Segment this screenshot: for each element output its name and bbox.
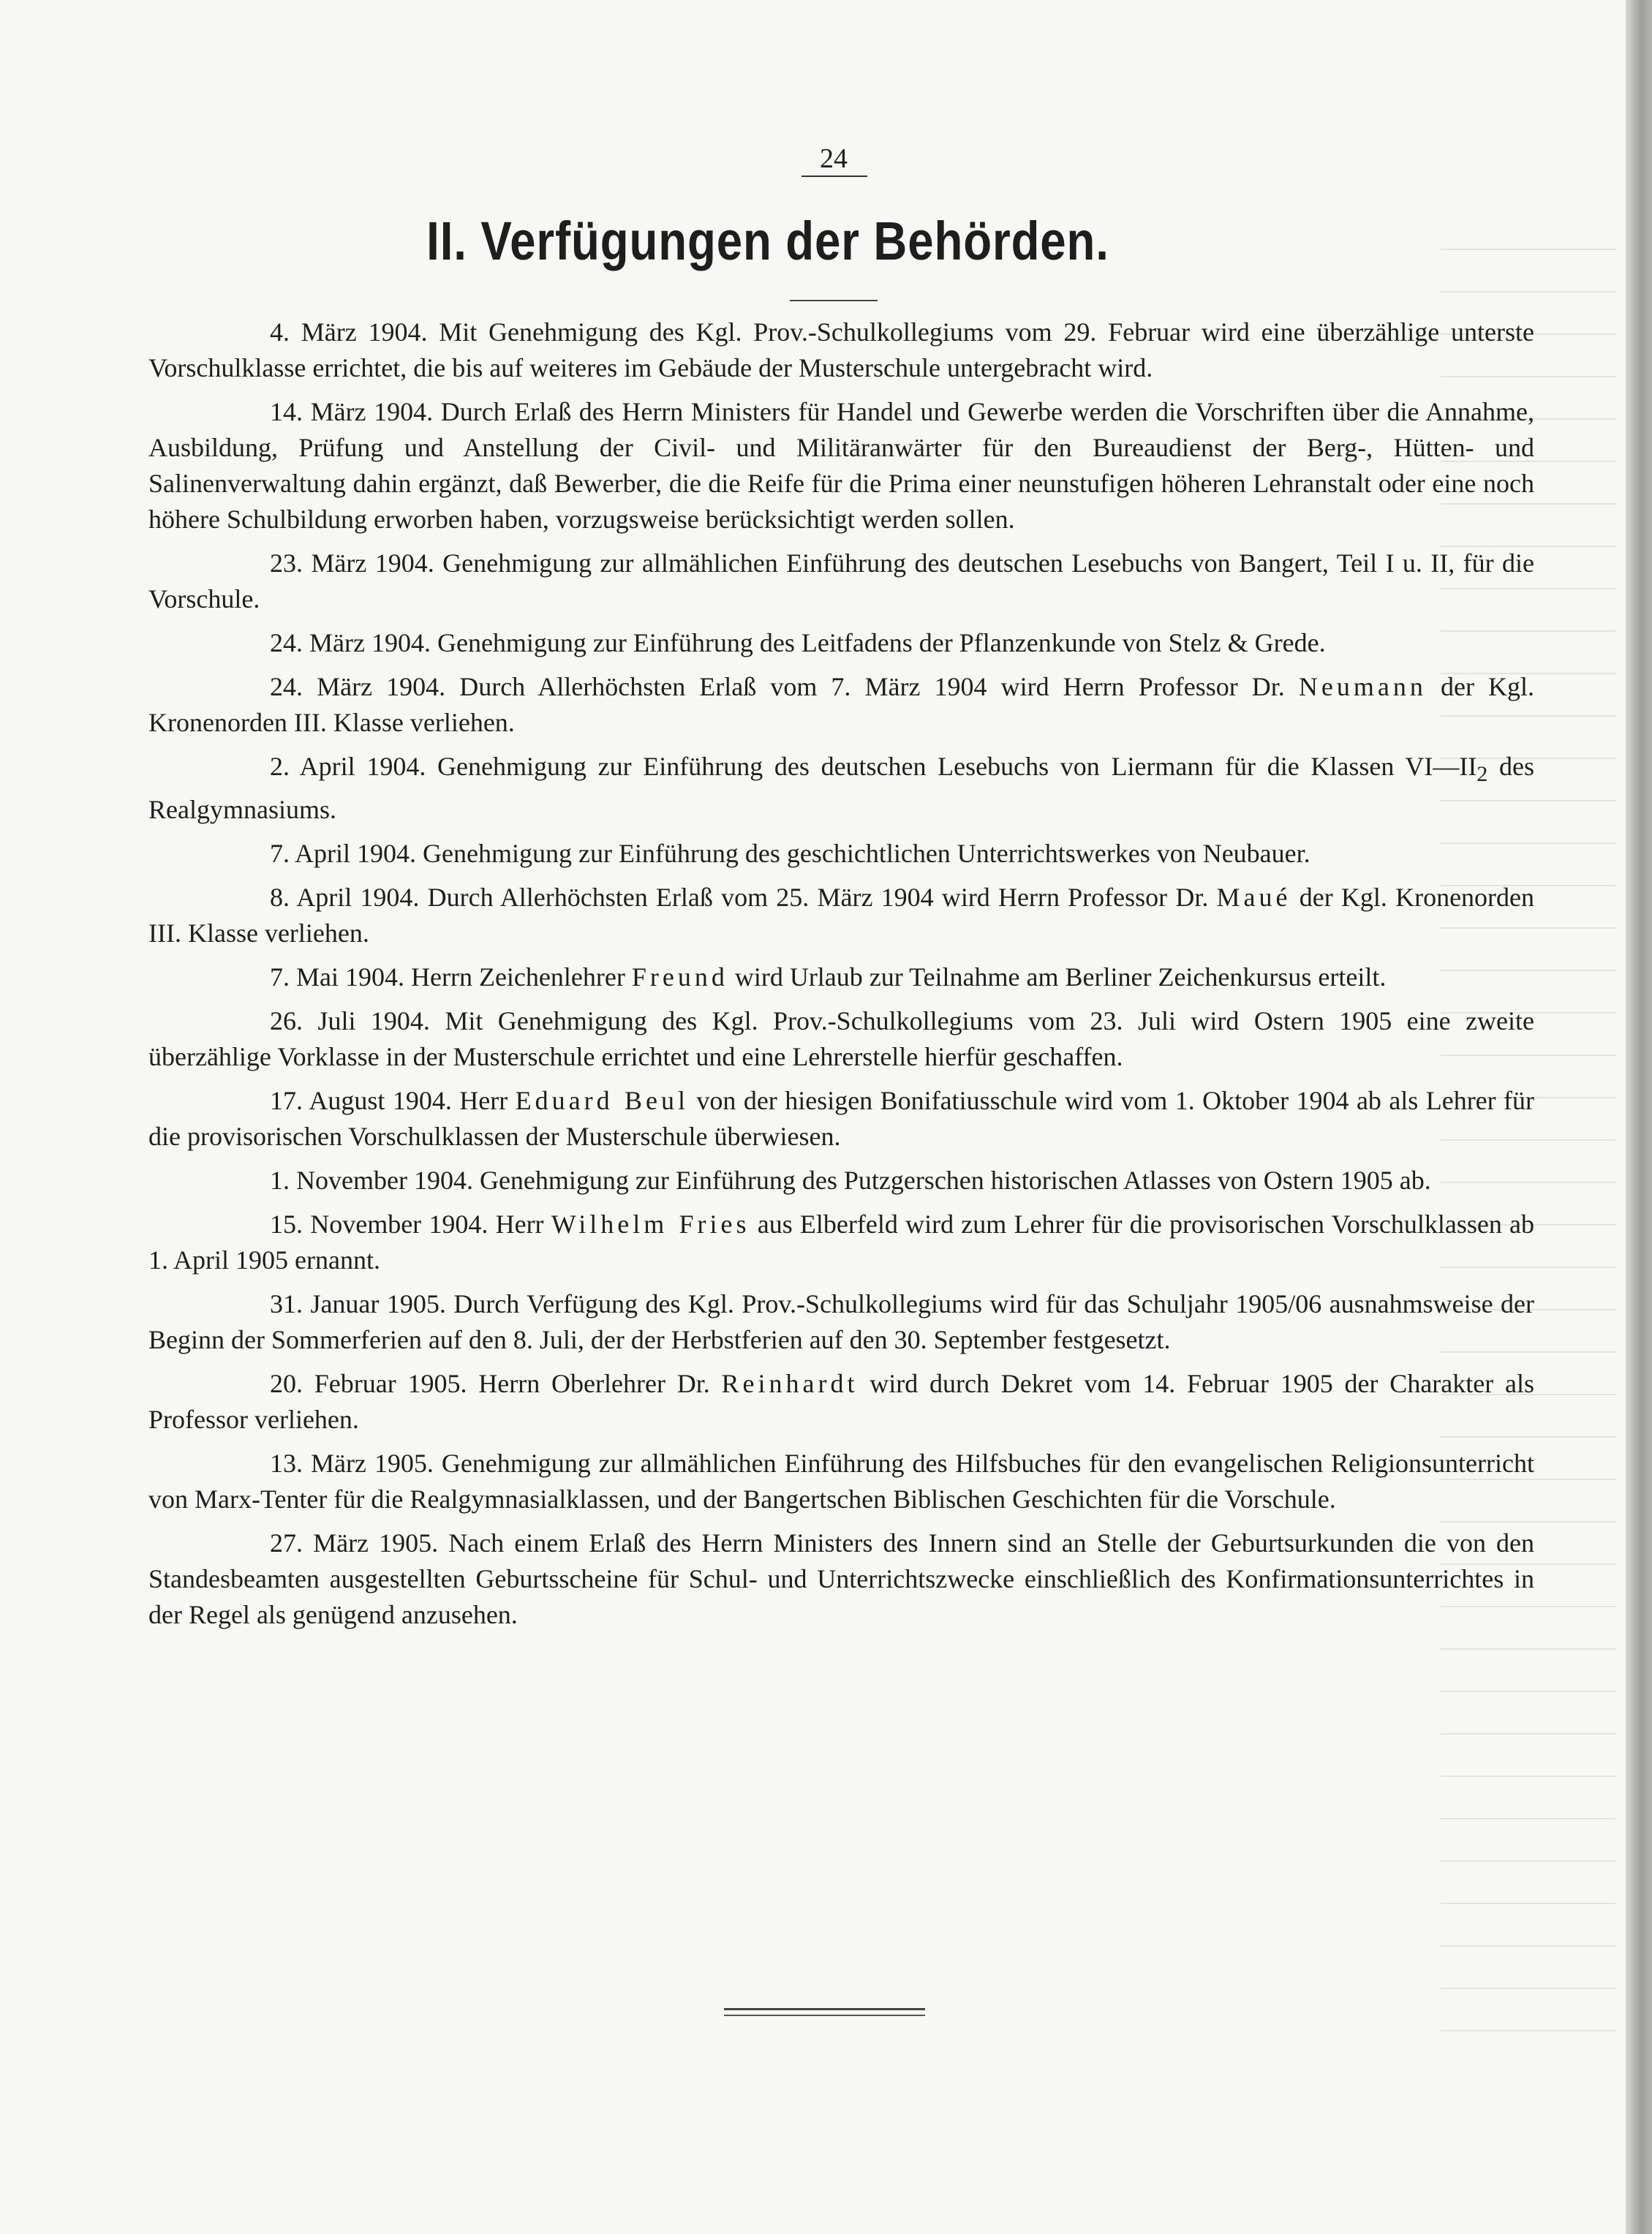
decree-text: Durch Allerhöchsten Erlaß vom 7. März 1904 wird Herrn Professor Dr. bbox=[459, 672, 1285, 701]
decree-text: der Kgl. Kronenorden III. Klasse verliehen. bbox=[148, 883, 1535, 948]
decree-entry bbox=[148, 314, 1534, 386]
decree-text: Mit Genehmigung des Kgl. Prov.-Schulkollegiums vom 29. Februar wird eine überzählige unterste Vorschulklasse errichtet, die bis auf weiteres im Gebäude der Musterschule untergebracht wird. bbox=[148, 317, 1534, 382]
decree-date: 20. Februar 1905. bbox=[270, 1369, 467, 1399]
decree-date: 17. August 1904. bbox=[270, 1086, 452, 1116]
decree-text: Durch Allerhöchsten Erlaß vom 25. März 1904 wird Herrn Professor Dr. bbox=[427, 883, 1209, 913]
decree-text: Herrn Oberlehrer Dr. bbox=[478, 1369, 710, 1399]
decree-text: Genehmigung zur Einführung des Putzgerschen historischen Atlasses von Ostern 1905 ab. bbox=[479, 1166, 1431, 1196]
decree-entry bbox=[148, 669, 1534, 741]
decree-entry bbox=[148, 1525, 1534, 1633]
decree-date: 4. März 1904. bbox=[270, 317, 428, 347]
decree-text: Durch Verfügung des Kgl. Prov.-Schulkollegiums wird für das Schuljahr 1905/06 ausnahmsweise der Beginn der Sommerferien auf den 8. Juli, der der Herbstferien auf den 30. September festgesetzt. bbox=[148, 1289, 1534, 1355]
page-number: 24 bbox=[820, 143, 848, 174]
decree-text: des Realgymnasiums. bbox=[148, 752, 1534, 825]
decree-entry bbox=[148, 1446, 1534, 1517]
decree-entry bbox=[148, 1003, 1534, 1075]
closing-rule-top bbox=[724, 2008, 925, 2010]
decree-text: Genehmigung zur allmählichen Einführung des Hilfsbuches für den evangelischen Religionsunterricht von Marx-Tenter für die Realgymnasialklassen, und der Bangertschen Biblischen Geschichten für die Vorschule. bbox=[148, 1449, 1534, 1514]
decree-text: Genehmigung zur Einführung des Leitfadens der Pflanzenkunde von Stelz & Grede. bbox=[437, 628, 1326, 657]
person-name: Eduard Beul bbox=[515, 1086, 689, 1116]
scan-edge bbox=[1626, 0, 1652, 2234]
section-title: II. Verfügungen der Behörden. bbox=[426, 211, 1109, 271]
decree-date: 23. März 1904. bbox=[270, 548, 434, 578]
decree-entry bbox=[148, 1366, 1534, 1438]
decree-text: Genehmigung zur Einführung des deutschen Lesebuchs von Liermann für die Klassen VI—II bbox=[437, 752, 1477, 781]
decree-date: 14. März 1904. bbox=[270, 397, 434, 426]
person-name: Wilhelm Fries bbox=[551, 1210, 750, 1239]
decree-text: Herr bbox=[495, 1210, 544, 1239]
decree-date: 2. April 1904. bbox=[270, 752, 426, 781]
decree-date: 24. März 1904. bbox=[270, 628, 431, 657]
decree-entry bbox=[148, 1286, 1534, 1358]
decree-date: 8. April 1904. bbox=[270, 883, 420, 913]
decree-date: 7. Mai 1904. bbox=[270, 962, 404, 992]
decree-text: Mit Genehmigung des Kgl. Prov.-Schulkollegiums vom 23. Juli wird Ostern 1905 eine zweite überzählige Vorklasse in der Musterschule errichtet und eine Lehrerstelle hierfür geschaffen. bbox=[148, 1006, 1535, 1072]
decree-text: Herrn Zeichenlehrer bbox=[411, 962, 625, 992]
decree-text: aus Elberfeld wird zum Lehrer für die provisorischen Vorschulklassen ab 1. April 1905 ernannt. bbox=[148, 1210, 1535, 1275]
decree-text: Genehmigung zur Einführung des geschichtlichen Unterrichtswerkes von Neubauer. bbox=[423, 839, 1310, 869]
title-rule bbox=[790, 300, 878, 301]
decree-date: 31. Januar 1905. bbox=[270, 1289, 446, 1319]
class-subscript: 2 bbox=[1476, 762, 1488, 787]
decree-entry bbox=[148, 749, 1534, 828]
decree-date: 13. März 1905. bbox=[270, 1449, 434, 1479]
decree-text: Durch Erlaß des Herrn Ministers für Handel und Gewerbe werden die Vorschriften über die Annahme, Ausbildung, Prüfung und Anstellung der Civil- und Militäranwärter für den Bureaudienst der Berg-, Hütten- und Salinenverwaltung dahin ergänzt, daß Bewerber, die die Reife für die Prima einer neunstufigen höheren Lehranstalt oder eine noch höhere Schulbildung erworben haben, vorzugsweise berücksichtigt werden sollen. bbox=[148, 397, 1534, 534]
person-name: Maué bbox=[1216, 883, 1291, 913]
decree-text: Genehmigung zur allmählichen Einführung des deutschen Lesebuchs von Bangert, Teil I u. II, für die Vorschule. bbox=[148, 548, 1534, 614]
decree-entry bbox=[148, 625, 1534, 661]
decree-text: wird durch Dekret vom 14. Februar 1905 der Charakter als Professor verliehen. bbox=[148, 1369, 1534, 1435]
decree-date: 26. Juli 1904. bbox=[270, 1006, 430, 1036]
decree-entry bbox=[148, 959, 1534, 995]
decree-entry bbox=[148, 880, 1534, 951]
person-name: Freund bbox=[631, 962, 728, 992]
decree-text: wird Urlaub zur Teilnahme am Berliner Zeichenkursus erteilt. bbox=[734, 962, 1387, 992]
decree-entry bbox=[148, 836, 1534, 872]
decree-date: 15. November 1904. bbox=[270, 1210, 489, 1239]
decree-date: 1. November 1904. bbox=[270, 1166, 473, 1196]
decree-text: Nach einem Erlaß des Herrn Ministers des Innern sind an Stelle der Geburtsurkunden die von den Standesbeamten ausgestellten Geburtsscheine für Schul- und Unterrichtszwecke einschließlich des Konfirmationsunterrichtes in der Regel als genügend anzusehen. bbox=[148, 1528, 1535, 1630]
decree-entry bbox=[148, 1207, 1534, 1278]
decree-date: 27. März 1905. bbox=[270, 1528, 439, 1558]
decree-date: 7. April 1904. bbox=[270, 839, 417, 869]
closing-rule-bottom bbox=[724, 2015, 925, 2016]
decree-text: von der hiesigen Bonifatiusschule wird vom 1. Oktober 1904 ab als Lehrer für die provisorischen Vorschulklassen der Musterschule überwiesen. bbox=[148, 1086, 1535, 1152]
decree-entry bbox=[148, 546, 1534, 617]
person-name: Neumann bbox=[1298, 672, 1427, 701]
decree-date: 24. März 1904. bbox=[270, 672, 446, 701]
decree-text: Herr bbox=[459, 1086, 508, 1116]
person-name: Reinhardt bbox=[721, 1369, 859, 1399]
decree-entry bbox=[148, 1163, 1534, 1199]
decree-text: der Kgl. Kronenorden III. Klasse verliehen. bbox=[148, 672, 1535, 737]
decree-entry bbox=[148, 1083, 1534, 1155]
decree-list bbox=[148, 314, 1534, 1641]
decree-entry bbox=[148, 394, 1534, 537]
page-number-rule bbox=[802, 176, 867, 177]
